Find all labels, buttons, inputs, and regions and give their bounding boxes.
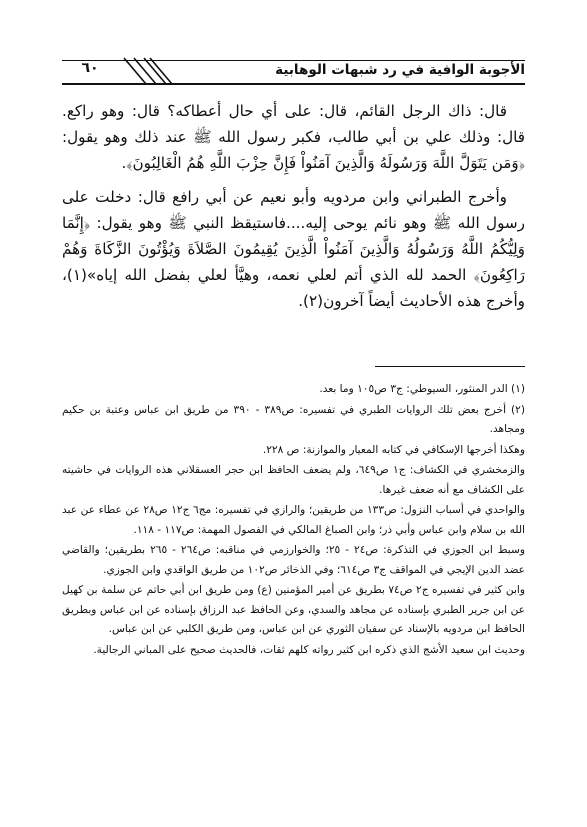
main-text [62,98,525,322]
book-title: الأجوبة الوافية في رد شبهات الوهابية [275,62,525,78]
running-header [62,60,525,90]
footnote-separator [375,366,525,367]
footnotes [62,380,525,661]
footnote: والواحدي في أسباب النزول: ص١٣٣ من طريقين؛ والرازي في تفسيره: مج٦ ج١٢ ص٢٨ عن عطاء عن عبد الله بن سلام وابن عباس وأبي ذر؛ وابن الصباغ المالكي في الفصول المهمة: ص١١٧ - ١١٨. [62,504,525,536]
body-paragraph-2: وأخرج الطبراني وابن مردويه وأبو نعيم عن أبي رافع قال: دخلت على رسول الله ﷺ وهو نائم يوحى إليه....فاستيقظ النبي ﷺ وهو يقول: ﴿إِنَّمَا وَلِيُّكُمُ اللَّهُ وَرَسُولُهُ وَالَّذِينَ آمَنُواْ الَّذِينَ يُقِيمُونَ الصَّلاَةَ وَيُؤْتُونَ الزَّكَاةَ وَهُمْ رَاكِعُونَ﴾ الحمد لله الذي أتم لعلي نعمه، وهيَّأ لعلي بفضل الله إياه»(١)، وأخرج هذه الأحاديث أيضاً آخرون(٢). [62,188,525,310]
footnote: (٢) أخرج بعض تلك الروايات الطبري في تفسيره: ص٣٨٩ - ٣٩٠ من طريق ابن عباس وعتبة بن حكيم ومجاهد. [62,403,525,435]
header-bottom-rule [62,83,525,85]
footnote: (١) الدر المنثور، السيوطي: ج٣ ص١٠٥ وما بعد. [319,383,525,395]
footnote: والزمخشري في الكشاف: ج١ ص٦٤٩، ولم يضعف الحافظ ابن حجر العسقلاني هذه الروايات في حاشيته على الكشاف مع أنه ضعف غيرها. [62,464,525,496]
page-number: ٦٠ [81,60,99,76]
footnote: وابن كثير في تفسيره ج٢ ص٧٤ بطريق عن أمير المؤمنين (ع) ومن طريق ابن أبي حاتم عن سلمة بن كهيل عن ابن جرير الطبري بإسناده عن مجاهد والسدي، وعن الحافظ عبد الرزاق بإسناده عن ابن عباس وبطريق الحافظ ابن مردويه بالإسناد عن سفيان الثوري عن ابن عباس، ومن طريق الكلبي عن ابن عباس. [62,584,525,635]
body-paragraph-1: قال: ذاك الرجل القائم، قال: على أي حال أعطاكه؟ قال: وهو راكع. قال: وذلك علي بن أبي طالب، فكبر رسول الله ﷺ عند ذلك وهو يقول: ﴿وَمَن يَتَوَلَّ اللَّهَ وَرَسُولَهُ وَالَّذِينَ آمَنُواْ فَإِنَّ حِزْبَ اللَّهِ هُمُ الْغَالِبُونَ﴾. [62,102,525,172]
footnote: وسبط ابن الجوزي في التذكرة: ص٢٤ - ٢٥؛ والخوارزمي في مناقبه: ص٢٦٤ - ٢٦٥ بطريقين؛ والقاضي عضد الدين الإيجي في المواقف ج٣ ص٦١٤؛ وفي الذخائر ص١٠٢ من طريق الواقدي وابن الجوزي. [62,544,525,576]
footnote: وحديث ابن سعيد الأشج الذي ذكره ابن كثير رواته كلهم ثقات، فالحديث صحيح على المباني الرجالية. [93,643,525,656]
footnote: وهكذا أخرجها الإسكافي في كتابه المعيار والموازنة: ص ٢٢٨. [262,443,525,456]
header-ornament-icon [120,56,200,86]
